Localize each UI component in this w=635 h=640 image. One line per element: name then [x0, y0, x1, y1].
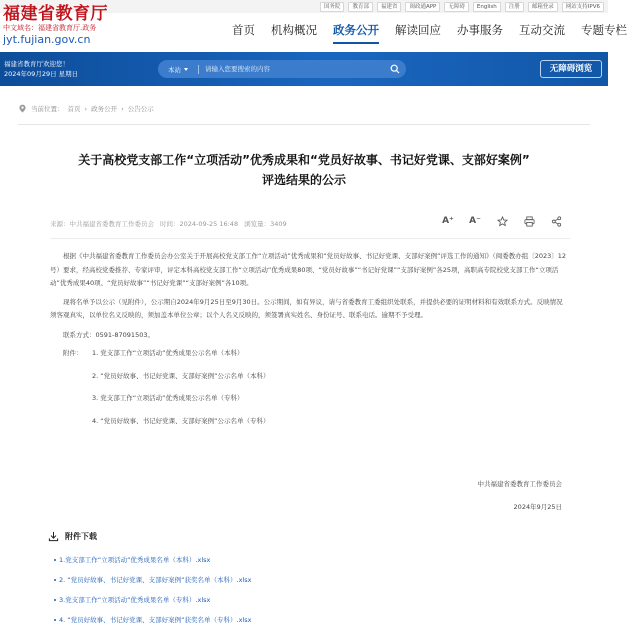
- download-link[interactable]: [54, 616, 554, 624]
- nav-government-affairs[interactable]: 政务公开: [325, 22, 387, 38]
- search-banner: [0, 52, 608, 86]
- nav-services[interactable]: 办事服务: [457, 23, 503, 37]
- logo-domain: jyt.fujian.gov.cn: [3, 33, 91, 46]
- bullet-icon: [54, 579, 56, 581]
- article-views: 浏览量：3409: [244, 220, 287, 228]
- share-icon: [551, 216, 562, 227]
- search-button[interactable]: [384, 60, 406, 78]
- download-link-text: 1.党支部工作“立项活动”优秀成果名单（本科）.xlsx: [59, 556, 211, 564]
- downloads-heading: [48, 531, 97, 542]
- meta-divider: [50, 238, 570, 239]
- signature-org: 中共福建省委教育工作委员会: [477, 480, 562, 488]
- font-increase-button[interactable]: A⁺: [442, 216, 454, 226]
- attachment-item: [50, 370, 568, 384]
- attachment-list: [50, 347, 568, 428]
- download-link-text: 4. “党员好故事、书记好党课、支部好案例”获奖名单（专科）.xlsx: [59, 616, 252, 624]
- article-paragraph-1: 根据《中共福建省委教育工作委员会办公室关于开展高校党支部工作“立项活动”优秀成果和“党员好故事、书记好党课、支部好案例”评选工作的通知》（闽委教办组〔2023〕12号）要求，经高校党委推荐、专家评审，评定本科高校党支部工作“立项活动”优秀成果80项、“党员好故事”“书记好党课”“支部好案例”各25项，高职高专院校党支部工作“立项活动”优秀成果40项、“党员好故事”“书记好党课”“支部好案例”各10项。: [50, 252, 567, 287]
- logo-title: 福建省教育厅: [3, 4, 108, 24]
- current-date: 2024年09月29日 星期日: [4, 70, 79, 78]
- attachment-item: [50, 415, 568, 429]
- download-link-text: 2. “党员好故事、书记好党课、支部好案例”获奖名单（本科）.xlsx: [59, 576, 252, 584]
- breadcrumb-label: 当前位置：: [31, 105, 64, 113]
- top-link-fujian[interactable]: 福建省: [377, 2, 402, 12]
- main-nav: [224, 22, 635, 38]
- download-link[interactable]: [54, 576, 554, 584]
- welcome-message: 福建省教育厅欢迎您！: [4, 60, 69, 68]
- search-scope-select[interactable]: [158, 65, 198, 74]
- article-body: [50, 250, 568, 437]
- top-link-moe[interactable]: 教育部: [348, 2, 373, 12]
- location-icon: [18, 104, 27, 113]
- top-link-english[interactable]: English: [473, 2, 501, 12]
- download-link[interactable]: [54, 556, 554, 564]
- download-icon: [48, 531, 59, 542]
- star-icon: [497, 216, 508, 227]
- signature-date: 2024年9月25日: [513, 503, 562, 511]
- nav-home[interactable]: 首页: [232, 23, 255, 37]
- article-paragraph-2: 现将名单予以公示（见附件），公示期自2024年9月25日至9月30日。公示期间，如有异议，请与省委教育工委组织处联系，并提供必要的证明材料和有效联系方式。反映情况须客观真实，以单位名义反映的，须加盖本单位公章；以个人名义反映的，须签署真实姓名、身份证号、联系电话。逾期不予受理。: [50, 297, 563, 319]
- bullet-icon: [54, 599, 56, 601]
- site-logo[interactable]: [3, 4, 133, 46]
- nav-organization[interactable]: 机构概况: [271, 23, 317, 37]
- top-link-app[interactable]: 闽政通APP: [405, 2, 440, 12]
- article-time: 时间：2024-09-25 16:48: [160, 220, 239, 228]
- search-divider: [198, 65, 199, 74]
- top-link-accessibility[interactable]: 无障碍: [444, 2, 469, 12]
- print-button[interactable]: [523, 215, 535, 227]
- breadcrumb-divider: [18, 124, 590, 125]
- search-scope-label: 本站: [168, 65, 181, 74]
- printer-icon: [524, 216, 535, 227]
- contact-info: 联系方式：0591-87091503。: [63, 330, 154, 339]
- download-list: [54, 556, 554, 636]
- attachment-item: [50, 392, 568, 406]
- article-source: 来源：中共福建省委教育工作委员会: [50, 220, 154, 228]
- download-link[interactable]: [54, 596, 554, 604]
- top-link-mail-login[interactable]: 邮箱登录: [528, 2, 558, 12]
- breadcrumb-separator: ›: [84, 104, 88, 113]
- article-title-line-1: 关于高校党支部工作“立项活动”优秀成果和“党员好故事、书记好党课、支部好案例”: [78, 153, 530, 167]
- attachment-text: 2. “党员好故事、书记好党课、支部好案例”公示名单（本科）: [92, 371, 270, 380]
- share-button[interactable]: [550, 215, 562, 227]
- bullet-icon: [54, 559, 56, 561]
- nav-special-topics[interactable]: 专题专栏: [581, 23, 627, 37]
- breadcrumb-separator: ›: [121, 104, 124, 113]
- search-input[interactable]: [205, 65, 384, 73]
- nav-interaction[interactable]: 互动交流: [519, 23, 565, 37]
- attachment-text: 3. 党支部工作“立项活动”优秀成果公示名单（专科）: [92, 394, 244, 402]
- site-header: [0, 0, 627, 50]
- font-decrease-button[interactable]: A⁻: [469, 216, 481, 226]
- download-link-text: 3.党支部工作“立项活动”优秀成果名单（专科）.xlsx: [59, 596, 211, 604]
- article-title-line-2: 评选结果的公示: [261, 173, 346, 187]
- nav-interpretation[interactable]: 解读回应: [395, 23, 441, 37]
- article-tools: [442, 215, 562, 227]
- top-link-register[interactable]: 注册: [505, 2, 524, 12]
- accessibility-button[interactable]: 无障碍浏览: [540, 60, 602, 78]
- attachment-text: 4. “党员好故事、书记好党课、支部好案例”公示名单（专科）: [92, 416, 270, 425]
- attachment-text: 1. 党支部工作“立项活动”优秀成果公示名单（本科）: [92, 349, 244, 357]
- breadcrumb-home[interactable]: 首页: [67, 105, 81, 113]
- favorite-button[interactable]: [496, 215, 508, 227]
- breadcrumb-government-affairs[interactable]: 政务公开: [91, 105, 118, 113]
- search-box: [158, 60, 406, 78]
- top-link-gov[interactable]: 国务院: [320, 2, 345, 12]
- article-title: [0, 150, 608, 190]
- attachment-label: 附件：: [63, 349, 83, 357]
- breadcrumb: [18, 104, 154, 113]
- downloads-title: 附件下载: [65, 532, 97, 541]
- top-link-ipv6[interactable]: 网站支持IPV6: [562, 2, 604, 12]
- chevron-down-icon: [184, 68, 188, 71]
- welcome-text: [4, 59, 78, 79]
- search-icon: [390, 64, 400, 74]
- bullet-icon: [54, 619, 56, 621]
- breadcrumb-announcements[interactable]: 公告公示: [127, 105, 154, 113]
- attachment-item: [50, 347, 568, 361]
- logo-chinese-domain: 中文域名：福建省教育厅.政务: [3, 24, 97, 32]
- article-meta: [50, 219, 287, 228]
